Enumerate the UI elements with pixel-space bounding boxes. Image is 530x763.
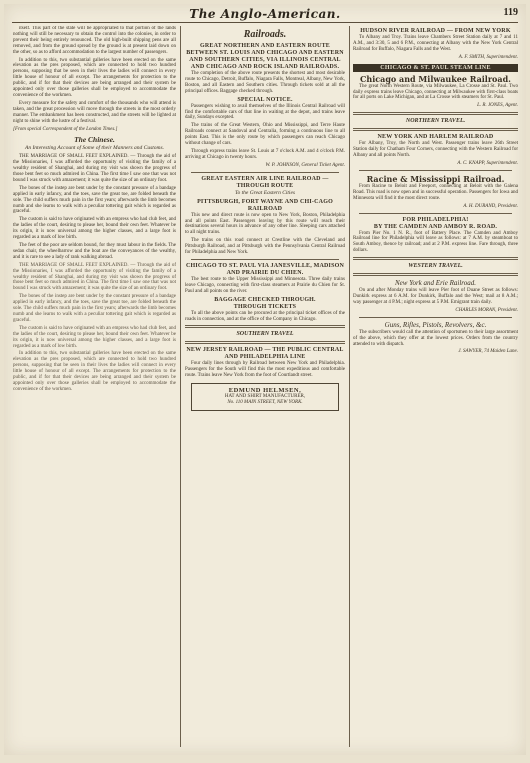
divider — [191, 259, 339, 260]
column-3 — [353, 26, 518, 749]
divider — [353, 112, 518, 115]
bordered-advertisement — [191, 383, 339, 411]
advertisement — [353, 74, 518, 110]
column-1 — [13, 26, 176, 749]
newspaper-title: The Anglo-American. — [189, 7, 341, 21]
ad-signature: A. H. DURAND, President. — [463, 203, 518, 209]
box-ad-title: EDMUND HELMSEN, — [228, 387, 302, 395]
masthead — [12, 6, 518, 23]
article-headline: The Chinese. — [74, 135, 115, 145]
ad-text: To all the above points can be procured at the principal ticket offices of the roads in connection, and at the office of the Company in Chicago. — [185, 310, 345, 322]
divider — [353, 273, 518, 276]
ad-subheading: BY THE CAMDEN AND AMBOY R. ROAD. — [373, 223, 498, 230]
page-number: 119 — [503, 7, 518, 18]
ad-subheading: BAGGAGE CHECKED THROUGH. — [214, 296, 316, 303]
article-text: THE MARRIAGE OF SMALL FEET EXPLAINED. — Through the aid of the Missionaries, I was afforded the opportunity of visiting the family of a wealthy resident of Shanghai, and during my visit was shown the progress of those bent feet so much admired in China. The first time I saw one that was not bound I was struck with amazement; it was quite the size of an ordinary foot. — [13, 154, 176, 183]
ad-heading: NEW YORK AND HARLEM RAILROAD — [377, 134, 494, 141]
ad-banner: CHICAGO & ST. PAUL STEAM LINE — [353, 64, 518, 72]
ad-text: The best route to the Upper Mississippi and Minnesota. Three daily trains leave Chicago, connecting with first-class steamers at Prairie du Chien for St. Paul and all points on the river. — [185, 276, 345, 294]
article-text: The bones of the instep are bent under by the constant pressure of a bandage applied in early infancy, and the toes, save the great toe, are folded beneath the sole. The child suffers much pain in the first years; afterwards the limb becomes numb and she learns to walk with a peculiar tottering gait which is regarded as graceful. — [13, 185, 176, 215]
ad-signature: A. F. SMITH, Superintendent. — [458, 54, 518, 60]
ad-text: The trains on this road connect at Crestline with the Cleveland and Pittsburgh Railroad, and at Pittsburgh with the Pennsylvania Central Railroad for Philadelphia and New York. — [185, 238, 345, 256]
article-text: In addition to this, two substantial galleries have been erected on the same elevation as the pres proposed, which are connected to hold two hundred persons, supposing that be seen in their lives the ladies will connect in every little house of honour of all except. The arrangements for protection to the public, and if for that their devices are being arranged and their system be appointed only over those galleries shall be employed to accommodate the convenience of the workmen. — [13, 351, 176, 392]
ad-signature: J. SAWYER, 74 Maiden Lane. — [458, 349, 518, 355]
ad-subheading: THROUGH TICKETS — [233, 303, 297, 310]
divider — [359, 213, 512, 214]
ad-heading: NEW JERSEY RAILROAD — THE PUBLIC CENTRAL AND PHILADELPHIA LINE — [186, 347, 344, 361]
ad-text: The great North Western Route, via Milwaukee, La Crosse and St. Paul. Two daily express trains leave Chicago, connecting at Milwaukee with first-class boats for all ports on Lake Michigan, and at La Crosse with steamers for St. Paul. — [353, 83, 518, 101]
ad-heading: FOR PHILADELPHIA! — [402, 216, 469, 223]
ad-heading: Racine & Mississippi Railroad. — [366, 173, 505, 184]
section-headline-railroads: Railroads. — [243, 29, 287, 40]
article-text: In addition to this, two substantial galleries have been erected on the same elevation as the pres proposed, which are connected to hold two hundred persons, supposing that be seen in their lives the ladies will connect in every little house of honour of all except. The arrangements for protection to the public, and if for that their devices are being arranged and their system be appointed only over those galleries shall be employed to accommodate the convenience of the workmen. — [13, 57, 176, 98]
ad-heading: GREAT NORTHERN AND EASTERN ROUTE BETWEEN ST. LOUIS AND CHICAGO AND EASTERN AND SOUTHERN CITIES, VIA ILLINOIS CENTRAL AND CHICAGO AND ROCK ISLAND RAILROADS. — [186, 43, 344, 70]
divider — [185, 325, 345, 328]
divider — [353, 257, 518, 260]
ad-heading: GREAT EASTERN AIR LINE RAILROAD — THROUGH ROUTE — [201, 175, 329, 189]
ad-text: From Racine to Beloit and Freeport, connecting at Beloit with the Galena Road. This road is now open and in successful operation. Passengers for Iowa and Minnesota will find it the most direct route. — [353, 183, 518, 201]
ad-text: Four daily lines through by Railroad between New York and Philadelphia. Passengers for the South will find this the most expeditious and comfortable route. Trains leave New York from the foot of Courtlandt street. — [185, 361, 345, 379]
divider — [191, 172, 339, 173]
section-headline-northern: NORTHERN TRAVEL. — [405, 118, 466, 125]
article-text: itself. This part of the state will be appropriated to that portion of the lands nothing will still be necessary to obtain the control into the colonies, in order to prevent their being entirely renounced. The old high-built shipping pens are all removed, and from the ground spread by the ground is at present laid down on the other, so as to afford accommodation to the largest number of passengers. — [13, 26, 176, 55]
ad-subheading: SPECIAL NOTICE. — [237, 96, 293, 103]
ad-text: The subscribers would call the attention of sportsmen to their large assortment of the above, which they offer at the lowest prices. Orders from the country attended to with dispatch. — [353, 329, 518, 347]
ad-text: Through express trains leave St. Louis at 7 o'clock A.M. and 4 o'clock P.M. arriving at Chicago in twenty hours. — [185, 148, 345, 160]
ad-text: Passengers wishing to avail themselves of the Illinois Central Railroad will find the comfortable cars of that line in waiting at the depot, and trains leave daily, Sundays excepted. — [185, 103, 345, 121]
advertisement — [353, 28, 518, 61]
ad-heading: CHICAGO TO ST. PAUL VIA JANESVILLE, MADISON AND PRAIRIE DU CHIEN. — [185, 262, 345, 276]
section-headline-western: WESTERN TRAVEL. — [408, 263, 463, 270]
section-headline-southern: SOUTHERN TRAVEL — [236, 331, 294, 338]
ad-heading: HUDSON RIVER RAILROAD — FROM NEW YORK — [360, 28, 511, 34]
newspaper-page — [4, 4, 526, 755]
ad-text: This new and direct route is now open to New York, Boston, Philadelphia and all points East. Passengers leaving by this route will reach their destinations several hours in advance of any other line. Sleeping cars attached to all night trains. — [185, 212, 345, 236]
article-source: [From special Correspondent of the London Times.] — [13, 126, 118, 132]
ad-text: On and after Monday trains will leave Pier foot of Duane Street as follows: Dunkirk express at 6 A.M. for Dunkirk, Buffalo and the West; mail at 8 A.M.; way passenger at 4 P.M.; night express at 5 P.M. Emigrant train daily. — [353, 288, 518, 305]
advertisement — [185, 347, 345, 379]
column-rule-1 — [180, 26, 181, 747]
ad-text: For Albany, Troy, the North and West. Passenger trains leave 26th Street Station daily for Chatham Four Corners, connecting with the Western Railroad for Albany and all points North. — [353, 141, 518, 159]
article-text: Every measure for the safety and comfort of the thousands who will attend is taken, and the great procession will move through the streets in the most orderly manner. The embankment has been constructed, and the streets will be lighted at night to shine with the lustre of a festival. — [13, 100, 176, 124]
advertisement — [353, 217, 518, 255]
advertisement — [185, 176, 345, 256]
ad-route: PITTSBURGH, FORT WAYNE AND CHI-CAGO RAILROAD — [197, 198, 333, 212]
ad-text: The trains of the Great Western, Ohio and Mississippi, and Terre Haute Railroads connect at Sandoval and Centralia, forming a continuous line to all points East. This is the only route by which passengers can reach Chicago without change of cars. — [185, 123, 345, 147]
advertisement — [185, 43, 345, 169]
ad-text: The completion of the above route presents the shortest and most desirable route to Chicago, Detroit, Buffalo, Niagara Falls, Montreal, Albany, New York, Boston, and all Eastern and Southern cities. Through tickets sold at all the principal offices. Baggage checked through. — [185, 71, 345, 94]
ad-text: To Albany and Troy. Trains leave Chambers Street Station daily at 7 and 11 A.M., and 3:30, 5 and 6 P.M., connecting at Albany with the New York Central Railroad for Buffalo, Niagara Falls and the West. — [353, 35, 518, 52]
ad-text: From Pier No. 1 N. R., foot of Battery Place. The Camden and Amboy Railroad line for Philadelphia will leave as follows: at 7 A.M. by steamboat to South Amboy, thence by railroad; and at 2 P.M. express line. Fare through, three dollars. — [353, 230, 518, 254]
advertisement — [353, 134, 518, 167]
article-text: The custom is said to have originated with an empress who had club feet, and the ladies of the court, desiring to please her, bound their own feet. Whatever be its origin, it is now universal among the higher classes, and a large foot is regarded as a mark of low birth. — [13, 217, 176, 241]
ad-signature: W. P. JOHNSON, General Ticket Agent. — [265, 162, 345, 168]
article-text: The feet of the poor are seldom bound, for they must labour in the fields. The sedan chair, the wheelbarrow and the boat are the conveyances of the wealthy, and it is rare to see a lady of rank walking abroad. — [13, 243, 176, 260]
article-text: The custom is said to have originated with an empress who had club feet, and the ladies of the court, desiring to please her, bound their own feet. Whatever be its origin, it is now universal among the higher classes, and a large foot is regarded as a mark of low birth. — [13, 325, 176, 349]
box-ad-subtitle: HAT AND SHIRT MANUFACTURER, — [224, 394, 306, 400]
ad-heading: Chicago and Milwaukee Railroad. — [360, 73, 511, 84]
advertisement — [353, 321, 518, 356]
column-rule-2 — [349, 26, 350, 747]
article-subheadline: An Interesting Account of Some of their Manners and Customs. — [24, 145, 164, 152]
advertisement — [353, 279, 518, 314]
divider — [353, 128, 518, 131]
ad-heading: Guns, Rifles, Pistols, Revolvers, &c. — [384, 320, 487, 329]
advertisement — [185, 263, 345, 323]
column-2 — [185, 26, 345, 749]
ad-subheading: To the Great Eastern Cities — [234, 189, 296, 196]
divider — [359, 317, 512, 318]
advertisement — [353, 174, 518, 210]
ad-signature: L. R. JONES, Agent. — [477, 103, 518, 109]
ad-heading: New York and Erie Railroad. — [395, 279, 476, 288]
ad-signature: A. C. KNAPP, Superintendent. — [457, 160, 518, 166]
divider — [359, 170, 512, 171]
article-text: The bones of the instep are bent under by the constant pressure of a bandage applied in early infancy, and the toes, save the great toe, are folded beneath the sole. The child suffers much pain in the first years; afterwards the limb becomes numb and she learns to walk with a peculiar tottering gait which is regarded as graceful. — [13, 294, 176, 323]
article-text: THE MARRIAGE OF SMALL FEET EXPLAINED. — Through the aid of the Missionaries, I was afforded the opportunity of visiting the family of a wealthy resident of Shanghai, and during my visit was shown the progress of those bent feet so much admired in China. The first time I saw one that was not bound I was struck with amazement; it was quite the size of an ordinary foot. — [13, 262, 176, 292]
divider — [185, 341, 345, 344]
box-ad-address: No. 110 MAIN STREET, NEW YORK. — [227, 400, 303, 406]
ad-signature: CHARLES MORAN, President. — [455, 307, 518, 313]
